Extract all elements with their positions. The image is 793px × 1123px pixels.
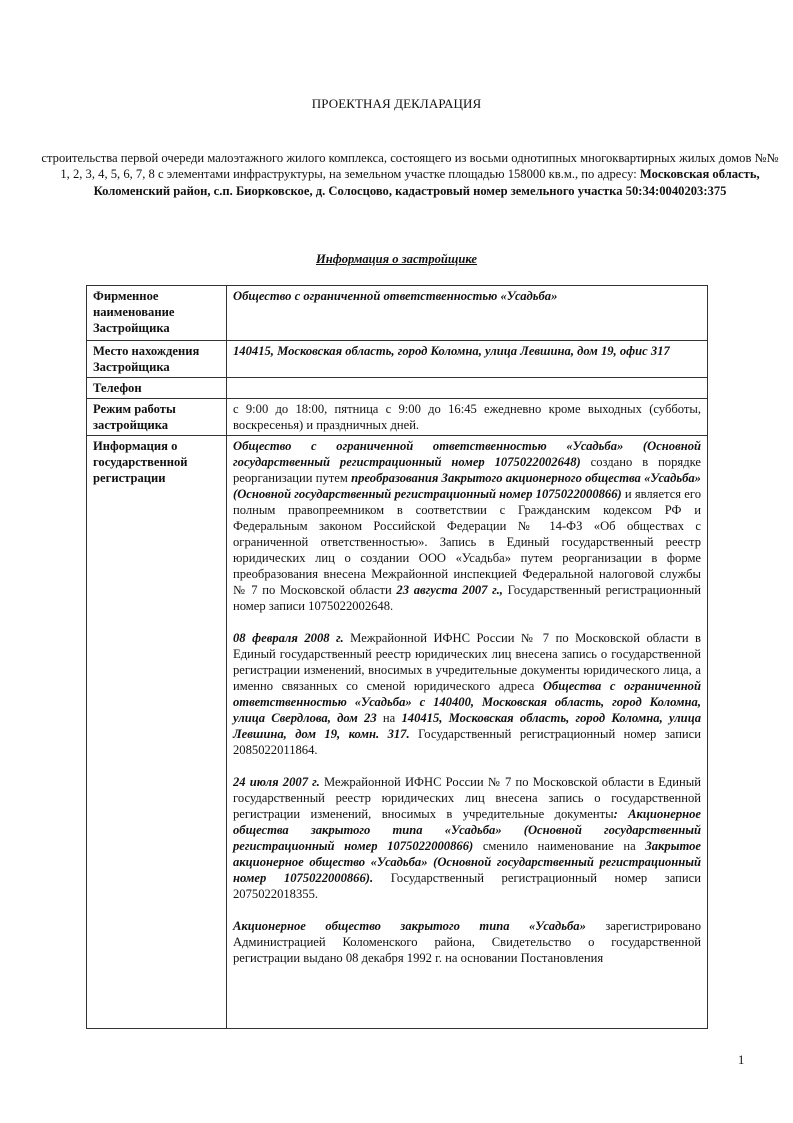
reg-text: Общество с ограниченной ответственностью «Усадьба» (Основной государственный регистрационный номер 1075022002648): [233, 439, 701, 469]
reg-text: Акционерное общество закрытого типа «Усадьба»: [233, 919, 586, 933]
reg-text: сменило наименование на: [473, 839, 646, 853]
row-value-working-hours: с 9:00 до 18:00, пятница с 9:00 до 16:45 ежедневно кроме выходных (субботы, воскресенья) и праздничных дней.: [227, 399, 708, 436]
reg-text: Межрайонной ИФНС России № 7 по Московской области в Единый государственный реестр юридических лиц внесена запись о государственной регистрации изменений, вносимых в учредительные документы юридического лица, а именно связанных со сменой юридического адреса: [233, 631, 702, 693]
reg-text: Межрайонной ИФНС России № 7 по Московской области в Единый государственный реестр юридических лиц внесена запись о государственной регистрации изменений, вносимых в учредительные документы: [233, 775, 701, 821]
registration-paragraph-3: [233, 774, 701, 902]
reg-text: Государственный регистрационный номер записи 2085022011864.: [233, 727, 702, 757]
reg-text: зарегистрировано Администрацией Коломенского района, Свидетельство о государственной регистрации выдано 08 декабря 1992 г. на основании Постановления: [233, 919, 702, 965]
subtitle-plain: строительства первой очереди малоэтажного жилого комплекса, состоящего из восьми однотипных многоквартирных жилых домов №№ 1, 2, 3, 4, 5, 6, 7, 8 с элементами инфраструктуры, на земельном участке площадью 158000 кв.м., по адресу:: [41, 151, 779, 182]
registration-paragraph-1: [233, 438, 701, 614]
reg-text: Закрытое акционерное общество «Усадьба» (Основной государственный регистрационный номер 1075022000866).: [233, 839, 701, 885]
page-number: 1: [738, 1053, 745, 1067]
row-value-location: 140415, Московская область, город Коломна, улица Левшина, дом 19, офис 317: [227, 341, 708, 378]
reg-text: 24 июля 2007 г.: [233, 775, 320, 789]
reg-text: 140415, Московская область, город Коломна, улица Левшина, дом 19, комн. 317.: [233, 711, 701, 741]
row-label-registration: Информация о государственной регистрации: [87, 436, 227, 1029]
registration-paragraph-2: [233, 630, 701, 758]
reg-text: Государственный регистрационный номер записи 2075022018355.: [233, 871, 701, 901]
row-label-location: Место нахождения Застройщика: [87, 341, 227, 378]
document-subtitle: [40, 150, 780, 199]
table-row: [87, 341, 708, 378]
table-row: [87, 436, 708, 1029]
subtitle-address: Московская область, Коломенский район, с.п. Биорковское, д. Солосцово, кадастровый номер земельного участка 50:34:0040203:375: [93, 167, 760, 198]
reg-text: 08 февраля 2008 г.: [233, 631, 344, 645]
reg-text: преобразования Закрытого акционерного общества «Усадьба» (Основной государственный регистрационный номер 1075022000866): [233, 471, 701, 501]
section-heading: Информация о застройщике: [315, 252, 478, 266]
table-row: [87, 378, 708, 399]
row-value-registration: [227, 436, 708, 1029]
reg-text: Государственный регистрационный номер записи 1075022002648.: [233, 583, 701, 613]
reg-text: Общества с ограниченной ответственностью «Усадьба» с 140400, Московская область, город Коломна, улица Свердлова, дом 23: [233, 679, 701, 725]
row-label-phone: Телефон: [87, 378, 227, 399]
registration-paragraph-4: [233, 918, 701, 966]
reg-text: 23 августа 2007 г.,: [396, 583, 503, 597]
reg-text: на: [376, 711, 402, 725]
reg-text: и является его полным правопреемником в соответствии с Гражданским кодексом РФ и Федеральным законом Российской Федерации № 14-ФЗ «Об обществах с ограниченной ответственностью». Запись в Единый государственный реестр юридических лиц о создании ООО «Усадьба» путем реорганизации в форме преобразования внесена Межрайонной инспекцией Федеральной налоговой службы № 7 по Московской области: [233, 487, 702, 597]
row-label-company-name: Фирменное наименование Застройщика: [87, 286, 227, 341]
developer-info-table: [86, 285, 708, 1029]
table-row: [87, 399, 708, 436]
row-value-phone: [227, 378, 708, 399]
row-value-company-name: Общество с ограниченной ответственностью «Усадьба»: [227, 286, 708, 341]
row-label-working-hours: Режим работы застройщика: [87, 399, 227, 436]
table-row: [87, 286, 708, 341]
reg-text: : Акционерное общества закрытого типа «Усадьба» (Основной государственный регистрационный номер 1075022000866): [233, 807, 701, 853]
document-title: ПРОЕКТНАЯ ДЕКЛАРАЦИЯ: [311, 96, 482, 111]
reg-text: создано в порядке реорганизации путем: [233, 455, 701, 485]
